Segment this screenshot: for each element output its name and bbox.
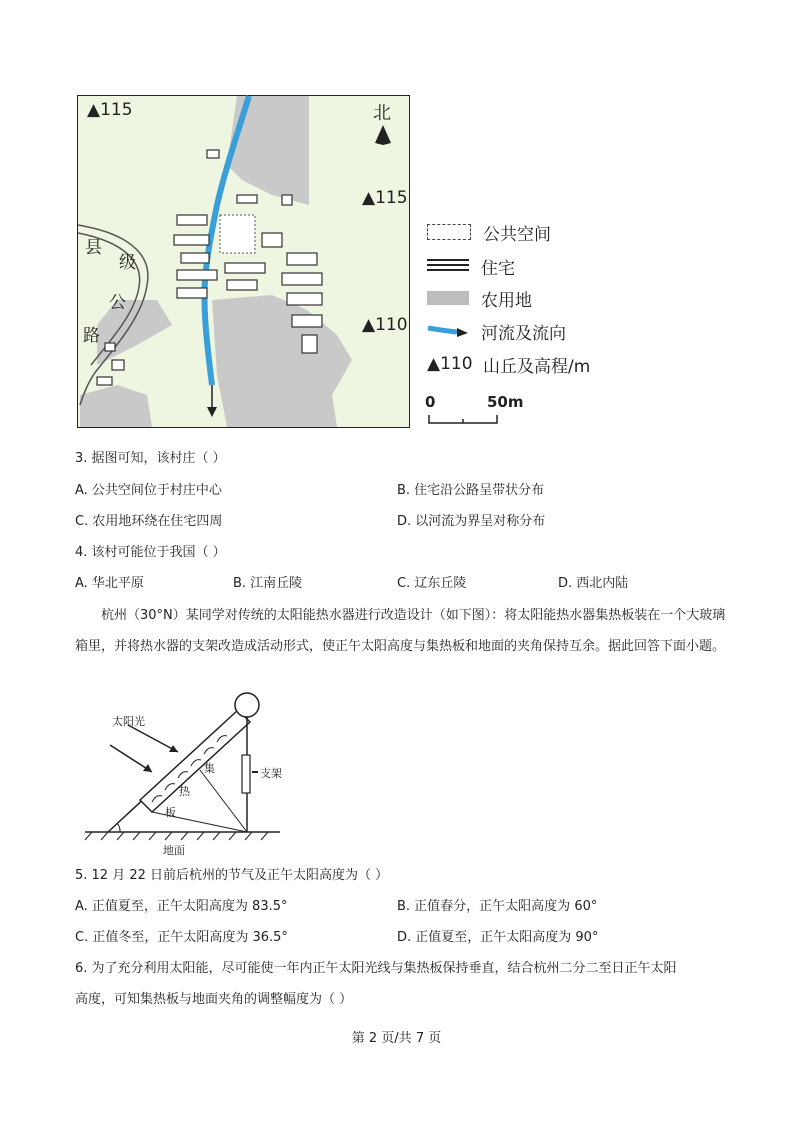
passage-text: 杭州（30°N）某同学对传统的太阳能热水器进行改造设计（如下图）：将太阳能热水器集热板装在一个大玻璃箱里，并将热水器的支架改造成活动形式，使正午太阳高度与集热板和地面的夹角保持互余。据此回答下面小题。 [75, 608, 726, 654]
scale-bar [425, 393, 524, 427]
panel-char-1: 集 [204, 762, 215, 775]
question-5-option-a[interactable]: A. 正值夏至，正午太阳高度为 83.5° [75, 899, 288, 914]
road-char-2: 级 [119, 253, 136, 273]
question-3-option-d[interactable]: D. 以河流为界呈对称分布 [397, 514, 546, 529]
peak-elevation-northwest: ▲115 [87, 100, 133, 120]
public-space-swatch [427, 224, 471, 240]
legend-label: 山丘及高程/m [483, 356, 591, 377]
question-3-option-b[interactable]: B. 住宅沿公路呈带状分布 [397, 483, 545, 498]
question-6-stem-line-1: 6. 为了充分利用太阳能，尽可能使一年内正午太阳光线与集热板保持垂直，结合杭州二分二至日正午太阳 [75, 961, 677, 976]
legend-river [427, 321, 566, 344]
legend-label: 公共空间 [483, 224, 551, 245]
road-char-4: 路 [83, 326, 100, 346]
legend-label: 住宅 [481, 258, 515, 279]
scale-ruler [425, 393, 515, 427]
question-3-option-c[interactable]: C. 农用地环绕在住宅四周 [75, 514, 223, 529]
question-5-option-b[interactable]: B. 正值春分，正午太阳高度为 60° [397, 899, 598, 914]
panel-char-2: 热 [179, 785, 190, 798]
legend-residential [427, 256, 515, 279]
question-5-stem: 5. 12 月 22 日前后杭州的节气及正午太阳高度为（ ） [75, 868, 389, 883]
public-space [220, 215, 255, 253]
solar-heater-diagram [80, 690, 320, 855]
question-6-stem-line-2: 高度，可知集热板与地面夹角的调整幅度为（ ） [75, 992, 353, 1007]
question-3-option-a[interactable]: A. 公共空间位于村庄中心 [75, 483, 222, 498]
hill-symbol: ▲110 [427, 354, 473, 374]
road-char-1: 县 [85, 238, 102, 258]
question-3-stem: 3. 据图可知，该村庄（ ） [75, 451, 226, 466]
river-arrow-icon [427, 324, 469, 338]
ground-label: 地面 [163, 844, 185, 857]
north-label: 北 [373, 103, 391, 124]
panel-char-3: 板 [165, 806, 176, 819]
question-4-option-a[interactable]: A. 华北平原 [75, 576, 144, 591]
question-5-option-c[interactable]: C. 正值冬至，正午太阳高度为 36.5° [75, 930, 288, 945]
scale-zero: 0 [425, 393, 436, 411]
question-4-option-b[interactable]: B. 江南丘陵 [233, 576, 303, 591]
page-number: 第 2 页/共 7 页 [351, 1031, 442, 1046]
village-map [77, 95, 410, 428]
question-4-option-d[interactable]: D. 西北内陆 [558, 576, 629, 591]
sunlight-label: 太阳光 [112, 715, 145, 728]
peak-elevation-southeast: ▲110 [362, 315, 408, 335]
question-5-option-d[interactable]: D. 正值夏至，正午太阳高度为 90° [397, 930, 599, 945]
legend-hill [427, 354, 591, 377]
residential-swatch [427, 259, 469, 273]
farmland-swatch [427, 291, 469, 305]
legend-label: 河流及流向 [481, 323, 566, 344]
support-label: 支架 [260, 767, 282, 780]
legend-label: 农用地 [481, 290, 532, 311]
scale-distance: 50m [487, 393, 524, 411]
question-4-stem: 4. 该村可能位于我国（ ） [75, 545, 226, 560]
peak-elevation-east: ▲115 [362, 188, 408, 208]
legend-public-space [427, 222, 551, 245]
question-4-option-c[interactable]: C. 辽东丘陵 [397, 576, 467, 591]
legend-farmland [427, 288, 532, 311]
road-char-3: 公 [109, 293, 126, 313]
